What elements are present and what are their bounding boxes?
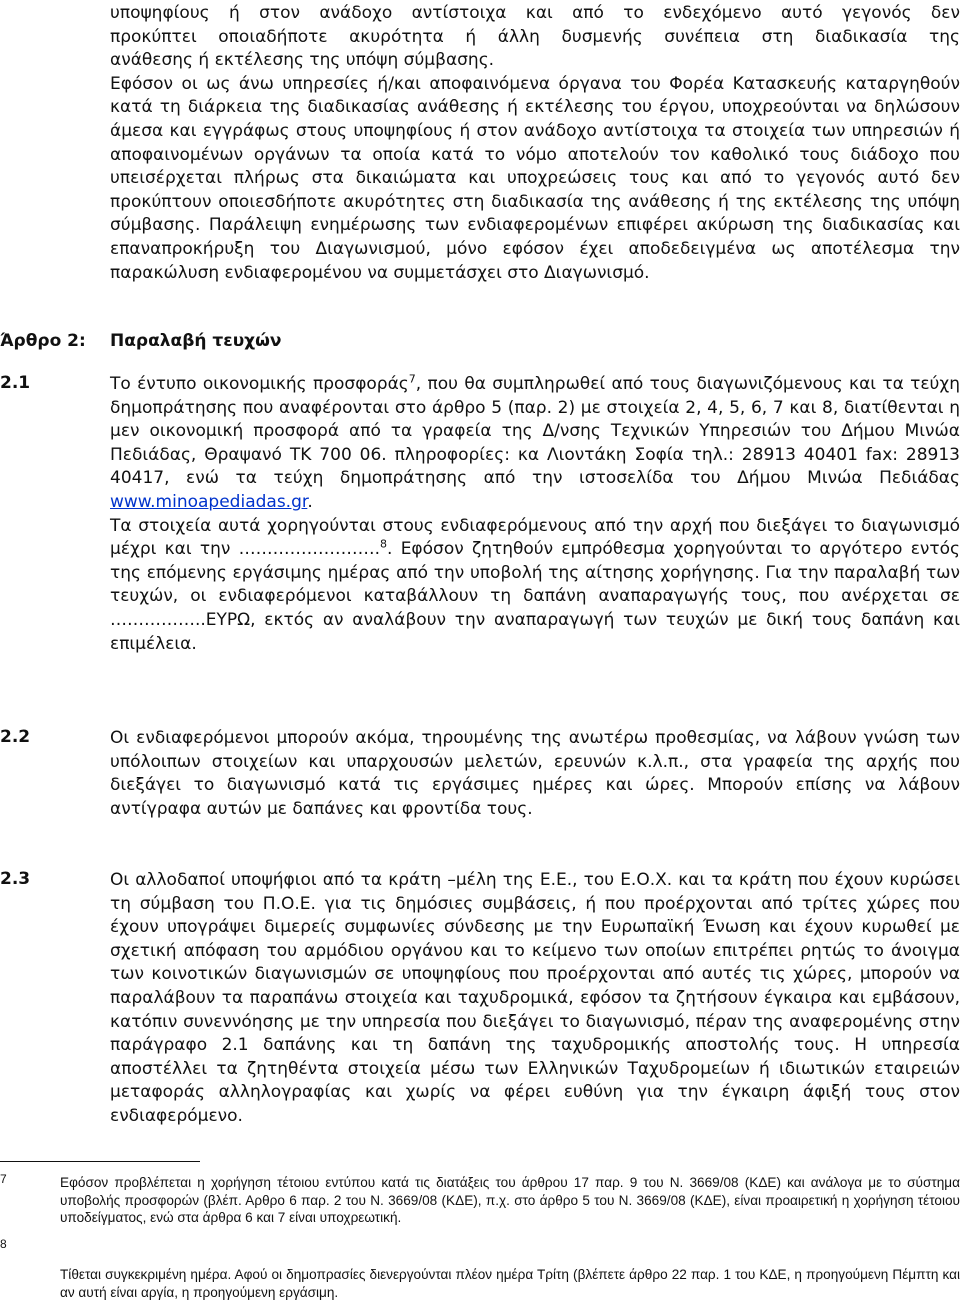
section-2-2 <box>110 727 960 821</box>
footnote-divider <box>0 1161 200 1162</box>
intro-paragraph-2: Εφόσον οι ως άνω υπηρεσίες ή/και αποφαινόμενα όργανα του Φορέα Κατασκευής καταργηθούν κατά τη διάρκεια της διαδικασίας ανάθεσης ή εκτέλεσης του έργου, υποχρεούνται να δηλώσουν άμεσα και εγγράφως στους υποψηφίους ή στον ανάδοχο αντίστοιχα τα στοιχεία των υπηρεσιών ή αποφαινομένων οργάνων τα οποία κατά το νόμο αποτελούν τον καθολικό τους διάδοχο που υπεισέρχεται πλήρως στα δικαιώματα και υποχρεώσεις τους και από το γεγονός αυτό δεν προκύπτουν οποιεσδήποτε ακυρότητες στη διαδικασία της ανάθεσης ή της εκτέλεσης της υπόψη σύμβασης. Παράλειψη ενημέρωσης των ενδιαφερομένων επιφέρει ακύρωση της διαδικασίας και επαναπροκήρυξη του Διαγωνισμού, μόνο εφόσον έχει αποδεδειγμένα ως αποτέλεσμα την παρακώλυση ενδιαφερομένου να συμμετάσχει στο Διαγωνισμό. <box>110 73 960 283</box>
section-2-1-text-d: Τα στοιχεία αυτά χορηγούνται στους ενδιαφερόμενους από την αρχή που διεξάγει το διαγωνισμό μέχρι και την ……………………. <box>110 515 960 560</box>
footnote-ref-7[interactable]: 7 <box>408 372 416 386</box>
footnote-7-number: 7 <box>0 1172 7 1186</box>
intro-block <box>110 2 960 285</box>
article-title: Παραλαβή τευχών <box>110 331 282 351</box>
article-label: Άρθρο 2: <box>0 331 86 351</box>
section-2-1-text-a: Το έντυπο οικονομικής προσφοράς <box>110 374 409 394</box>
intro-line-1: υποψηφίους ή στον ανάδοχο αντίστοιχα και από το ενδεχόμενο αυτό γεγονός δεν <box>110 3 960 23</box>
section-2-1-text-e: . Εφόσον ζητηθούν εμπρόθεσμα χορηγούνται το αργότερο εντός της επόμενης εργάσιμης ημέρας από την υποβολή της αίτησης χορήγησης. Για την παραλαβή των τευχών, οι ενδιαφερόμενοι καταβάλλουν τη δαπάνη αναπαραγωγής τους, που ανέρχεται σε ……………..ΕΥΡΩ, εκτός αν αναλάβουν την αναπαραγωγή των τευχών με δική τους δαπάνη και επιμέλεια. <box>110 539 960 654</box>
section-2-2-number: 2.2 <box>0 727 31 747</box>
section-2-1-text-c: . <box>307 491 313 512</box>
website-link[interactable]: www.minoapediadas.gr <box>110 491 308 512</box>
section-2-3-number: 2.3 <box>0 869 31 889</box>
section-2-1 <box>110 373 960 656</box>
section-2-3 <box>110 869 960 1129</box>
section-2-1-number: 2.1 <box>0 373 31 393</box>
footnote-ref-8[interactable]: 8 <box>380 537 388 551</box>
footnote-8-number: 8 <box>0 1237 7 1251</box>
section-2-3-text: Οι αλλοδαποί υποψήφιοι από τα κράτη –μέλη της Ε.Ε., του Ε.Ο.Χ. και τα κράτη που έχουν κυρώσει τη σύμβαση του Π.Ο.Ε. για τις δημόσιες συμβάσεις, ή που προέρχονται από τρίτες χώρες που έχουν υπογράψει διμερείς συμφωνίες σύνδεσης με την Ευρωπαϊκή Ένωση και έχουν κυρωθεί με σχετική απόφαση του αρμόδιου οργάνου και το κείμενο των οποίων επιτρέπει ρητώς το άνοιγμα των κοινοτικών διαγωνισμών σε υποψηφίους που προέρχονται από αυτές τις χώρες, μπορούν να παραλάβουν τα παραπάνω στοιχεία και ταχυδρομικά, εφόσον τα ζητήσουν έγκαιρα και εμβάσουν, κατόπιν συνεννόησης με την υπηρεσία που διεξάγει το διαγωνισμό, πέραν της αναφερομένης στην παράγραφο 2.1 δαπάνης και τη δαπάνη της ταχυδρομικής αποστολής τους. Η υπηρεσία αποστέλλει τα ζητηθέντα στοιχεία μέσω των Ελληνικών Ταχυδρομείων ή ιδιωτικών εταιρειών μεταφοράς αλληλογραφίας και χωρίς να φέρει ευθύνη για την έγκαιρη άφιξή τους στον ενδιαφερόμενο. <box>110 870 960 1126</box>
footnote-8-text: Τίθεται συγκεκριμένη ημέρα. Αφού οι δημοπρασίες διενεργούνται πλέον ημέρα Τρίτη (βλέπετε άρθρο 22 παρ. 1 του ΚΔΕ, η προηγούμενη Πέμπτη και αν αυτή είναι αργία, η προηγούμενη εργάσιμη. <box>60 1267 960 1300</box>
section-2-1-paragraph-2 <box>110 515 960 657</box>
section-2-2-text: Οι ενδιαφερόμενοι μπορούν ακόμα, τηρουμένης της ανωτέρω προθεσμίας, να λάβουν γνώση των υπόλοιπων στοιχείων και υπαρχουσών μελετών, ερευνών κ.λ.π., στα γραφεία της αρχής που διεξάγει το διαγωνισμό κατά τις εργάσιμες ημέρες και ώρες. Μπορούν επίσης να λάβουν αντίγραφα αυτών με δαπάνες και φροντίδα τους. <box>110 728 960 819</box>
footnote-7-text: Εφόσον προβλέπεται η χορήγηση τέτοιου εντύπου κατά τις διατάξεις του άρθρου 17 παρ. 9 του Ν. 3669/08 (ΚΔΕ) και ανάλογα με το σύστημα υποβολής προσφορών (βλέπ. Αρθρο 6 παρ. 2 του Ν. 3669/08 (ΚΔΕ), π.χ. στο άρθρο 5 του Ν. 3669/08 (ΚΔΕ), είναι προαιρετική η χορήγηση τέτοιου υποδείγματος, ενώ στα άρθρα 6 και 7 είναι υποχρεωτική. <box>60 1175 960 1226</box>
section-2-1-paragraph-1 <box>110 373 960 515</box>
intro-line-2: προκύπτει οποιαδήποτε ακυρότητα ή άλλη δυσμενής συνέπεια στη διαδικασία της <box>110 26 960 47</box>
intro-line-3: ανάθεσης ή εκτέλεσης της υπόψη σύμβασης. <box>110 50 495 71</box>
section-2-1-text-b: , που θα συμπληρωθεί από τους διαγωνιζόμενους και τα τεύχη δημοπράτησης που αναφέρονται στο άρθρο 5 (παρ. 2) με στοιχεία 2, 4, 5, 6, 7 και 8, διατίθενται η μεν οικονομική προσφορά από τα γραφεία της Δ/νσης Τεχνικών Υπηρεσιών του Δήμου Μινώα Πεδιάδας, Θραψανό ΤΚ 700 06. πληροφορίες: κα Λιοντάκη Σοφία τηλ.: 28913 40401 fax: 28913 40417, ενώ τα τεύχη δημοπράτησης από την ιστοσελίδα του Δήμου Μινώα Πεδιάδας <box>110 374 960 489</box>
